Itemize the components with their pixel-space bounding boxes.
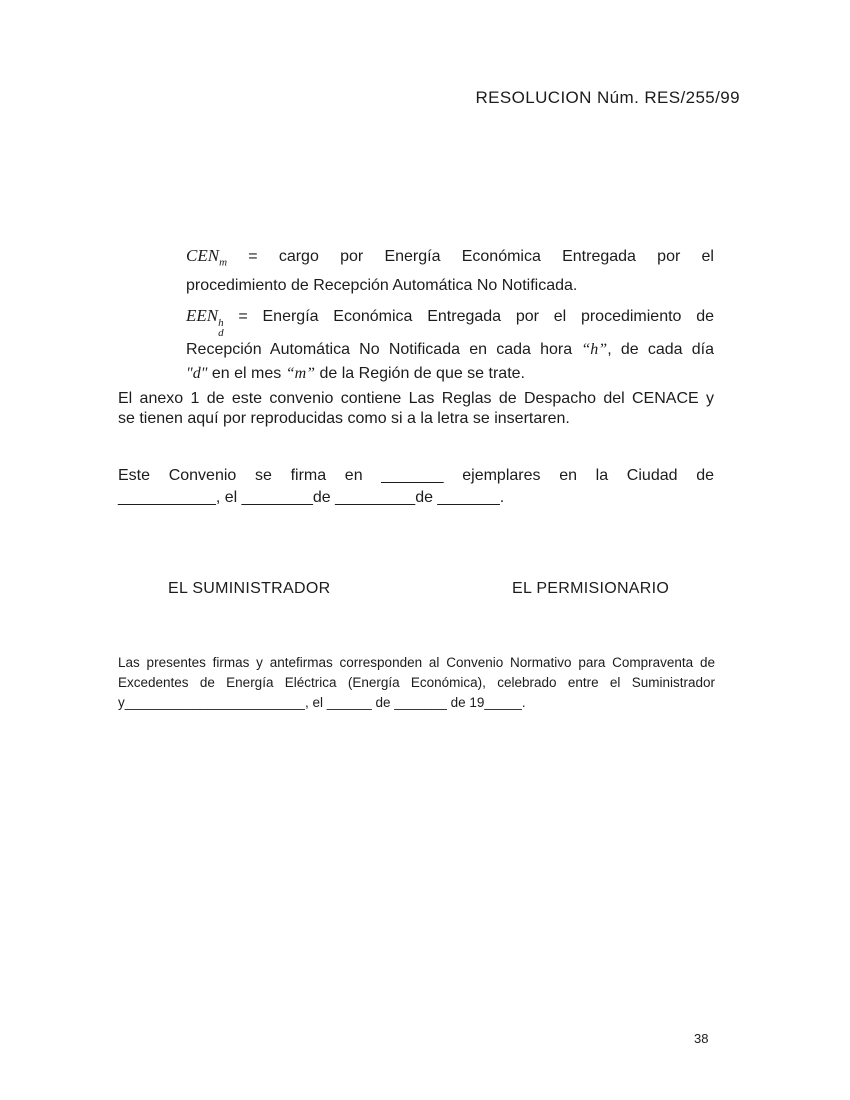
footer-line3: y________________________, el ______ de _______ de 19_____. (118, 695, 526, 710)
cen-symbol (186, 246, 228, 269)
signature-label-suministrador: EL SUMINISTRADOR (168, 580, 331, 597)
anexo-line1: El anexo 1 de este convenio contiene Las Reglas de Despacho del CENACE y (118, 390, 714, 407)
een-symbol-text: EEN (186, 306, 219, 325)
paragraph-firma (118, 465, 714, 508)
def-een-line2-post: , de cada día (607, 341, 715, 358)
variable-h: “h” (581, 341, 608, 358)
firma-line1: Este Convenio se firma en _______ ejemplares en la Ciudad de (118, 467, 714, 484)
een-subscript: d (218, 327, 224, 339)
def-cen-line1 (186, 244, 714, 274)
paragraph-anexo (118, 389, 714, 428)
anexo-line2: se tienen aquí por reproducidas como si a la letra se insertaren. (118, 409, 570, 427)
een-symbol (186, 306, 224, 339)
footer-line1: Las presentes firmas y antefirmas corresponden al Convenio Normativo para Compraventa de (118, 655, 715, 670)
cen-symbol-text: CEN (186, 246, 220, 265)
def-een-line3-post: de la Región de que se trate. (315, 365, 525, 382)
def-cen-line2: procedimiento de Recepción Automática No Notificada. (186, 277, 578, 295)
definition-een (186, 304, 714, 386)
een-superscript: h (218, 317, 224, 329)
page-number: 38 (694, 1031, 709, 1046)
variable-m: “m” (285, 365, 316, 382)
def-een-line2-pre: Recepción Automática No Notificada en cada hora (186, 341, 573, 358)
variable-d: "d" (186, 365, 208, 382)
def-een-line1-text: = Energía Económica Entregada por el procedimiento de (238, 308, 715, 325)
footer-note (118, 653, 715, 713)
footer-line2: Excedentes de Energía Eléctrica (Energía Económica), celebrado entre el Suministrador (118, 675, 715, 690)
def-cen-line1-text: = cargo por Energía Económica Entregada por el (248, 248, 714, 265)
definition-cen (186, 244, 714, 297)
def-een-line1 (186, 304, 714, 338)
resolution-header: RESOLUCION Núm. RES/255/99 (475, 88, 740, 107)
een-supsub (218, 318, 224, 338)
def-een-line3-mid: en el mes (207, 365, 286, 382)
signature-label-permisionario: EL PERMISIONARIO (512, 580, 670, 597)
def-een-line3 (186, 362, 714, 386)
cen-subscript: m (219, 256, 228, 269)
firma-line2: ___________, el ________de _________de _______. (118, 488, 505, 506)
def-een-line2 (186, 338, 714, 362)
